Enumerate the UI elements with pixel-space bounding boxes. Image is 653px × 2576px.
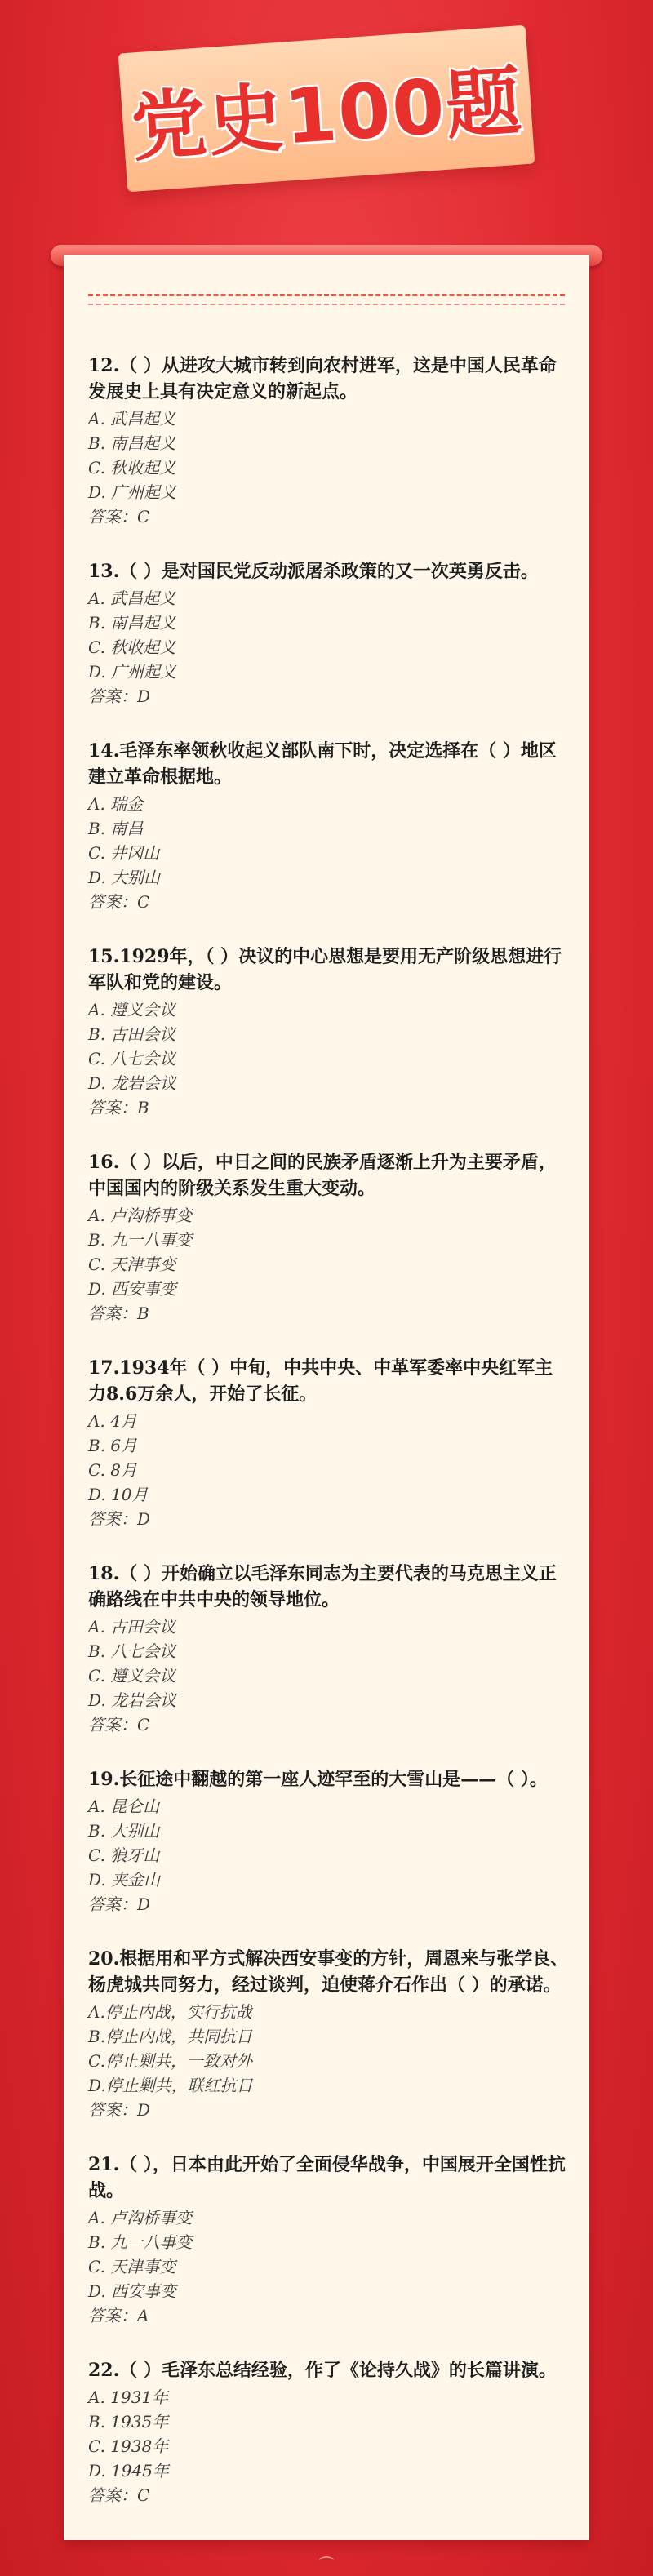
- option-a: A. 卢沟桥事变: [88, 1206, 193, 1225]
- option-b: B. 1935年: [88, 2412, 169, 2432]
- option-a: A. 昆仑山: [88, 1797, 160, 1816]
- option-d: D.停止剿共，联红抗日: [88, 2076, 253, 2095]
- option-c: C. 八七会议: [88, 1049, 176, 1068]
- option-d: D. 夹金山: [88, 1870, 161, 1890]
- option-a: A. 武昌起义: [88, 409, 176, 429]
- option-d: D. 大别山: [88, 868, 161, 887]
- option-d: D. 龙岩会议: [88, 1690, 177, 1710]
- option-d: D. 1945年: [88, 2461, 169, 2481]
- option-b: B. 九一八事变: [88, 2232, 193, 2252]
- question-item: [88, 1149, 570, 1326]
- option-c: C. 1938年: [88, 2436, 169, 2456]
- quiz-scroll: [64, 255, 589, 2540]
- answer: 答案：D: [88, 2100, 151, 2120]
- option-a: A. 瑞金: [88, 794, 144, 814]
- question-item: [88, 558, 570, 708]
- option-b: B. 南昌起义: [88, 433, 176, 453]
- option-c: C. 秋收起义: [88, 458, 176, 477]
- title-banner: [118, 25, 535, 192]
- answer: 答案：D: [88, 686, 151, 706]
- option-b: B. 南昌起义: [88, 613, 176, 633]
- option-d: D. 龙岩会议: [88, 1073, 177, 1093]
- answer: 答案：A: [88, 2306, 149, 2325]
- option-a: A.停止内战，实行抗战: [88, 2002, 252, 2022]
- option-c: C. 遵义会议: [88, 1666, 176, 1686]
- question-text: 12.（ ）从进攻大城市转到向农村进军，这是中国人民革命发展史上具有决定意义的新起点。: [88, 355, 557, 402]
- option-d: D. 西安事变: [88, 2281, 177, 2301]
- answer: 答案：C: [88, 892, 150, 912]
- option-c: C. 狼牙山: [88, 1845, 160, 1865]
- option-b: B. 古田会议: [88, 1024, 176, 1044]
- answer: 答案：C: [88, 1715, 150, 1734]
- answer: 答案：C: [88, 2485, 150, 2505]
- option-a: A. 1931年: [88, 2387, 169, 2407]
- option-b: B.停止内战，共同抗日: [88, 2027, 253, 2046]
- option-d: D. 西安事变: [88, 1279, 177, 1299]
- footer-decoration: ⌒: [319, 2556, 334, 2574]
- option-c: C.停止剿共，一致对外: [88, 2051, 252, 2071]
- question-text: 14.毛泽东率领秋收起义部队南下时，决定选择在（ ）地区建立革命根据地。: [88, 740, 557, 788]
- page-title: 党史100题: [128, 57, 526, 172]
- question-item: [88, 944, 570, 1120]
- question-text: 17.1934年（ ）中旬，中共中央、中革军委率中央红军主力8.6万余人，开始了长征。: [88, 1357, 553, 1405]
- answer: 答案：D: [88, 1894, 151, 1914]
- option-a: A. 遵义会议: [88, 1000, 176, 1019]
- question-text: 19.长征途中翻越的第一座人迹罕至的大雪山是——（ ）。: [88, 1769, 548, 1790]
- divider: [88, 304, 565, 305]
- answer: 答案：B: [88, 1098, 149, 1117]
- question-item: [88, 353, 570, 529]
- option-b: B. 大别山: [88, 1821, 160, 1841]
- option-b: B. 6月: [88, 1436, 138, 1455]
- question-text: 15.1929年，（ ）决议的中心思想是要用无产阶级思想进行军队和党的建设。: [88, 946, 562, 993]
- option-a: A. 古田会议: [88, 1617, 176, 1637]
- question-text: 13.（ ）是对国民党反动派屠杀政策的又一次英勇反击。: [88, 561, 539, 582]
- answer: 答案：B: [88, 1304, 149, 1323]
- option-c: C. 井冈山: [88, 843, 160, 863]
- question-item: [88, 1561, 570, 1737]
- option-c: C. 秋收起义: [88, 637, 176, 657]
- option-c: C. 天津事变: [88, 1255, 176, 1274]
- option-d: D. 广州起义: [88, 662, 177, 682]
- option-c: C. 天津事变: [88, 2257, 176, 2276]
- question-item: [88, 1355, 570, 1531]
- option-c: C. 8月: [88, 1460, 138, 1480]
- question-text: 20.根据用和平方式解决西安事变的方针，周恩来与张学良、杨虎城共同努力，经过谈判，迫使蒋介石作出（ ）的承诺。: [88, 1948, 569, 1996]
- option-a: A. 武昌起义: [88, 588, 176, 608]
- question-text: 18.（ ）开始确立以毛泽东同志为主要代表的马克思主义正确路线在中共中央的领导地位。: [88, 1563, 557, 1610]
- question-list: [88, 353, 570, 2537]
- question-item: [88, 1766, 570, 1916]
- header-banner: [0, 0, 653, 245]
- option-b: B. 八七会议: [88, 1641, 176, 1661]
- divider: [88, 294, 565, 296]
- question-item: [88, 1946, 570, 2122]
- option-b: B. 九一八事变: [88, 1230, 193, 1250]
- question-item: [88, 738, 570, 914]
- question-item: [88, 2152, 570, 2328]
- option-a: A. 4月: [88, 1411, 137, 1431]
- answer: 答案：C: [88, 507, 150, 526]
- question-text: 21.（ ），日本由此开始了全面侵华战争，中国展开全国性抗战。: [88, 2154, 566, 2201]
- question-item: [88, 2357, 570, 2507]
- option-d: D. 10月: [88, 1485, 149, 1504]
- option-a: A. 卢沟桥事变: [88, 2208, 193, 2227]
- question-text: 16.（ ）以后，中日之间的民族矛盾逐渐上升为主要矛盾，中国国内的阶级关系发生重大变动。: [88, 1152, 557, 1199]
- option-d: D. 广州起义: [88, 482, 177, 502]
- option-b: B. 南昌: [88, 819, 144, 838]
- question-text: 22.（ ）毛泽东总结经验，作了《论持久战》的长篇讲演。: [88, 2360, 557, 2381]
- answer: 答案：D: [88, 1509, 151, 1529]
